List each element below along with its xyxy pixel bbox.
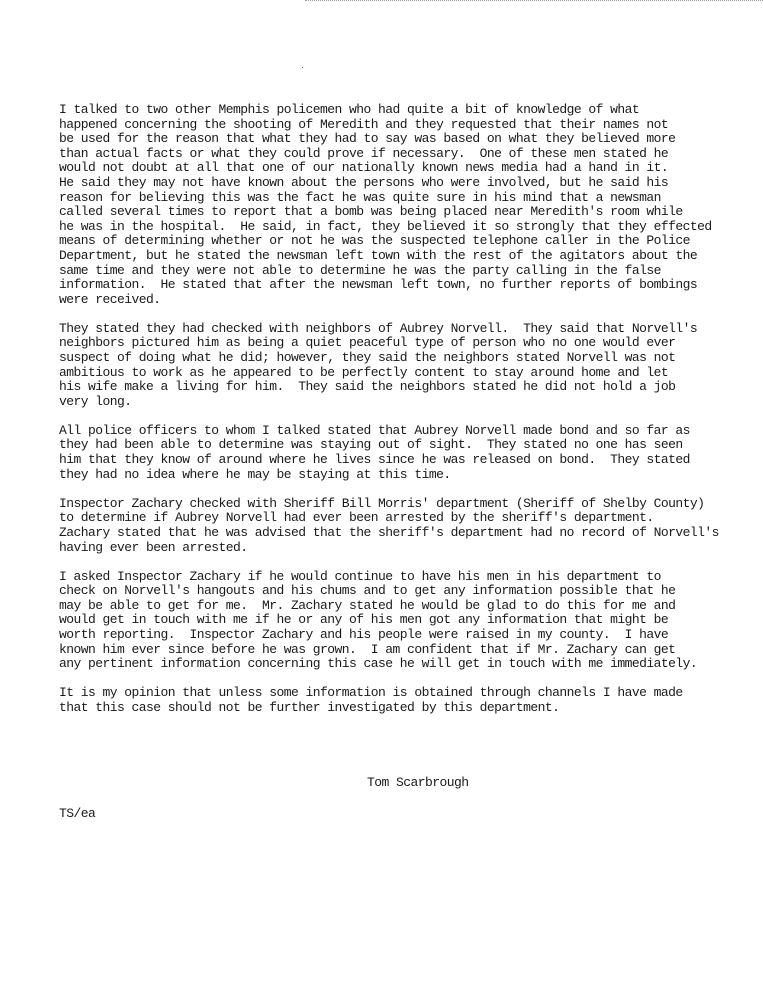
text-line: his wife make a living for him. They said the neighbors stated he did not hold a job: [59, 379, 676, 395]
text-line: would not doubt at all that one of our nationally known news media had a hand in it.: [59, 160, 669, 176]
text-line: would get in touch with me if he or any of his men got any information that might be: [59, 612, 669, 628]
text-line: him that they know of around where he lives since he was released on bond. They stated: [59, 452, 690, 468]
text-line: same time and they were not able to determine he was the party calling in the false: [59, 262, 661, 278]
typist-initials: TS/ea: [59, 806, 96, 821]
paragraph-norvell-neighbors: [59, 322, 759, 410]
text-line: worth reporting. Inspector Zachary and his people were raised in my county. I have: [59, 627, 669, 642]
text-line: Inspector Zachary checked with Sheriff Bill Morris' department (Sheriff of Shelby County): [59, 495, 705, 511]
text-line: Zachary stated that he was advised that the sheriff's department had no record of Norvell's: [59, 524, 719, 540]
text-line: neighbors pictured him as being a quiet peaceful type of person who no one would ever: [59, 335, 676, 351]
text-line: reason for believing this was the fact he was quite sure in his mind that a newsman: [59, 189, 661, 205]
text-line: they had been able to determine was staying out of sight. They stated no one has seen: [59, 437, 683, 453]
text-line: ambitious to work as he appeared to be perfectly content to stay around home and let: [59, 364, 669, 380]
paragraph-norvell-bond: [59, 424, 759, 482]
text-line: He said they may not have known about the persons who were involved, but he said his: [59, 174, 669, 190]
text-line: very long.: [59, 393, 132, 409]
text-line: means of determining whether or not he was the suspected telephone caller in the Police: [59, 233, 690, 249]
document-body: [59, 103, 759, 730]
text-line: that this case should not be further investigated by this department.: [59, 699, 560, 715]
text-line: be used for the reason that what they had to say was based on what they believed more: [59, 131, 676, 147]
top-dotted-rule: [305, 0, 763, 1]
text-line: check on Norvell's hangouts and his chums and to get any information possible that he: [59, 583, 676, 599]
text-line: having ever been arrested.: [59, 539, 248, 555]
text-line: Department, but he stated the newsman left town with the rest of the agitators about the: [59, 247, 698, 263]
text-line: were received.: [59, 291, 161, 307]
text-line: suspect of doing what he did; however, they said the neighbors stated Norvell was not: [59, 350, 676, 365]
text-line: called several times to report that a bomb was being placed near Meredith's room while: [59, 204, 683, 220]
text-line: happened concerning the shooting of Meredith and they requested that their names not: [59, 116, 669, 132]
text-line: to determine if Aubrey Norvell had ever been arrested by the sheriff's department.: [59, 510, 654, 526]
scan-speck: [302, 67, 303, 68]
text-line: they had no idea where he may be staying at this time.: [59, 466, 451, 482]
text-line: may be able to get for me. Mr. Zachary stated he would be glad to do this for me and: [59, 597, 676, 613]
text-line: I talked to two other Memphis policemen who had quite a bit of knowledge of what: [59, 102, 640, 117]
text-line: It is my opinion that unless some information is obtained through channels I have made: [59, 685, 683, 701]
text-line: I asked Inspector Zachary if he would continue to have his men in his department to: [59, 568, 661, 584]
text-line: They stated they had checked with neighbors of Aubrey Norvell. They said that Norvell's: [59, 320, 698, 336]
paragraph-meredith-shooting: [59, 103, 759, 307]
text-line: All police officers to whom I talked stated that Aubrey Norvell made bond and so far as: [59, 422, 690, 438]
signature-name: Tom Scarbrough: [367, 775, 469, 790]
text-line: information. He stated that after the newsman left town, no further reports of bombings: [59, 277, 698, 293]
text-line: any pertinent information concerning this case he will get in touch with me immediately.: [59, 656, 698, 672]
paragraph-inspector-zachary: [59, 570, 759, 672]
text-line: he was in the hospital. He said, in fact, they believed it so strongly that they effected: [59, 218, 712, 234]
text-line: known him ever since before he was grown. I am confident that if Mr. Zachary can get: [59, 641, 676, 657]
paragraph-conclusion: [59, 686, 759, 715]
text-line: than actual facts or what they could prove if necessary. One of these men stated he: [59, 145, 669, 161]
paragraph-sheriff-check: [59, 497, 759, 555]
